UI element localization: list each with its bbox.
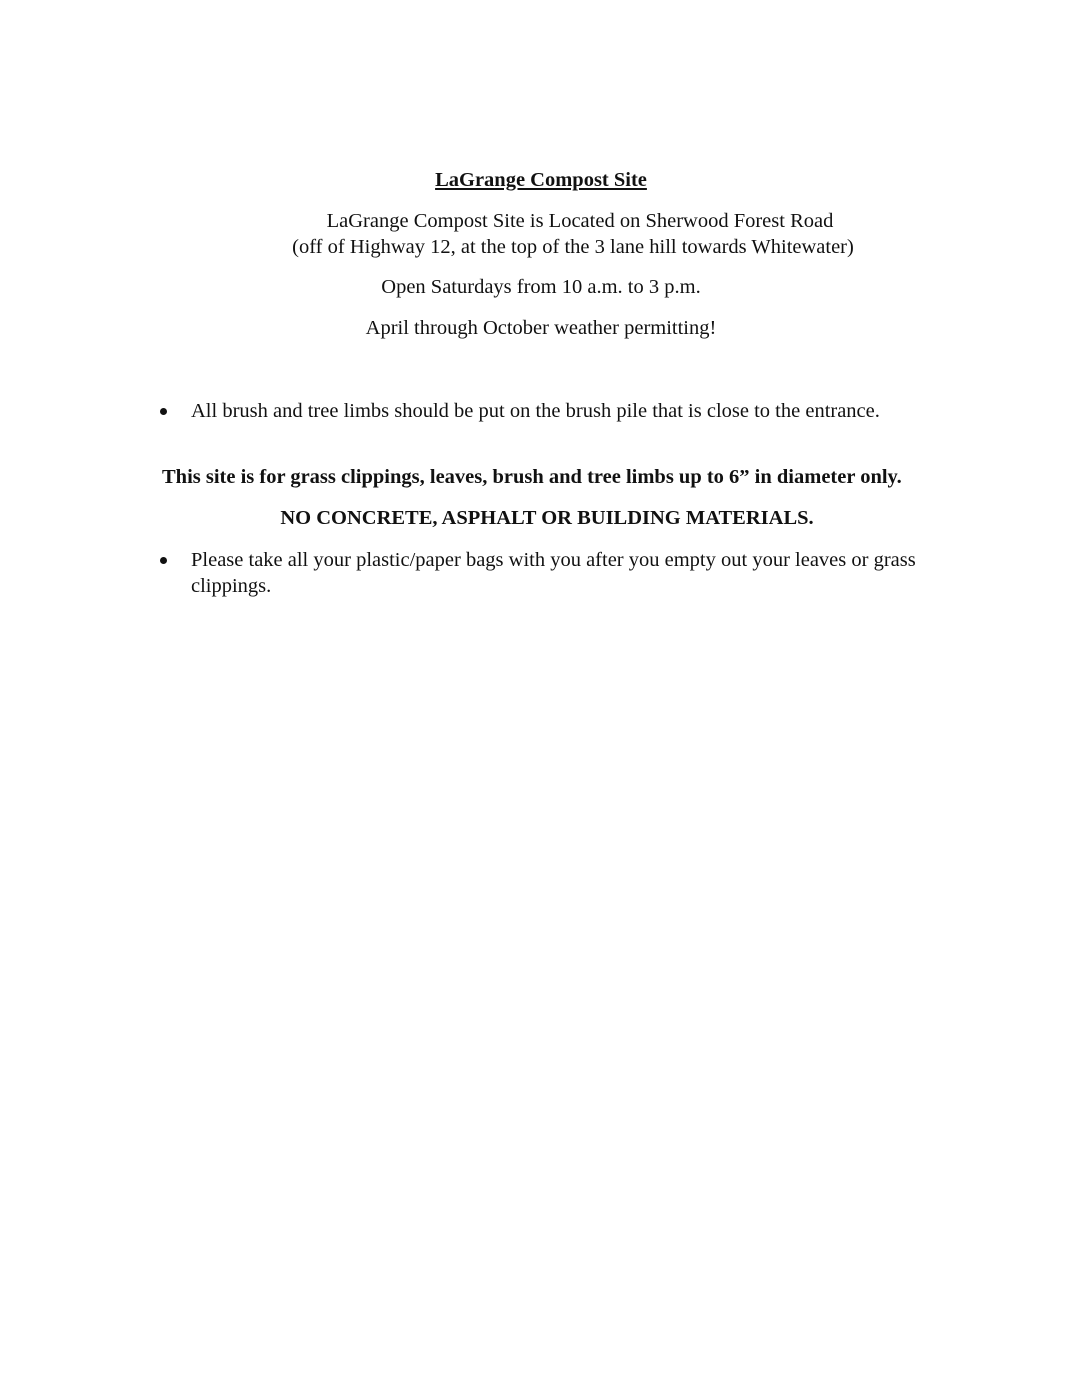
list-item (160, 398, 950, 424)
list-item-text: Please take all your plastic/paper bags with you after you empty out your leaves or grass clippings. (191, 549, 916, 597)
bullet-icon (160, 408, 167, 415)
prohibited-materials-notice: NO CONCRETE, ASPHALT OR BUILDING MATERIALS. (280, 507, 814, 529)
list-item-text: All brush and tree limbs should be put on the brush pile that is close to the entrance. (191, 400, 880, 422)
location-line-1: LaGrange Compost Site is Located on Sherwood Forest Road (326, 210, 834, 232)
location-line-2: (off of Highway 12, at the top of the 3 lane hill towards Whitewater) (292, 236, 854, 258)
list-item (160, 547, 950, 599)
season-text: April through October weather permitting! (365, 317, 717, 339)
allowed-materials-notice: This site is for grass clippings, leaves, brush and tree limbs up to 6” in diameter only. (162, 466, 902, 488)
page-title: LaGrange Compost Site (435, 169, 647, 191)
hours-text: Open Saturdays from 10 a.m. to 3 p.m. (381, 276, 701, 298)
bullet-icon (160, 557, 167, 564)
